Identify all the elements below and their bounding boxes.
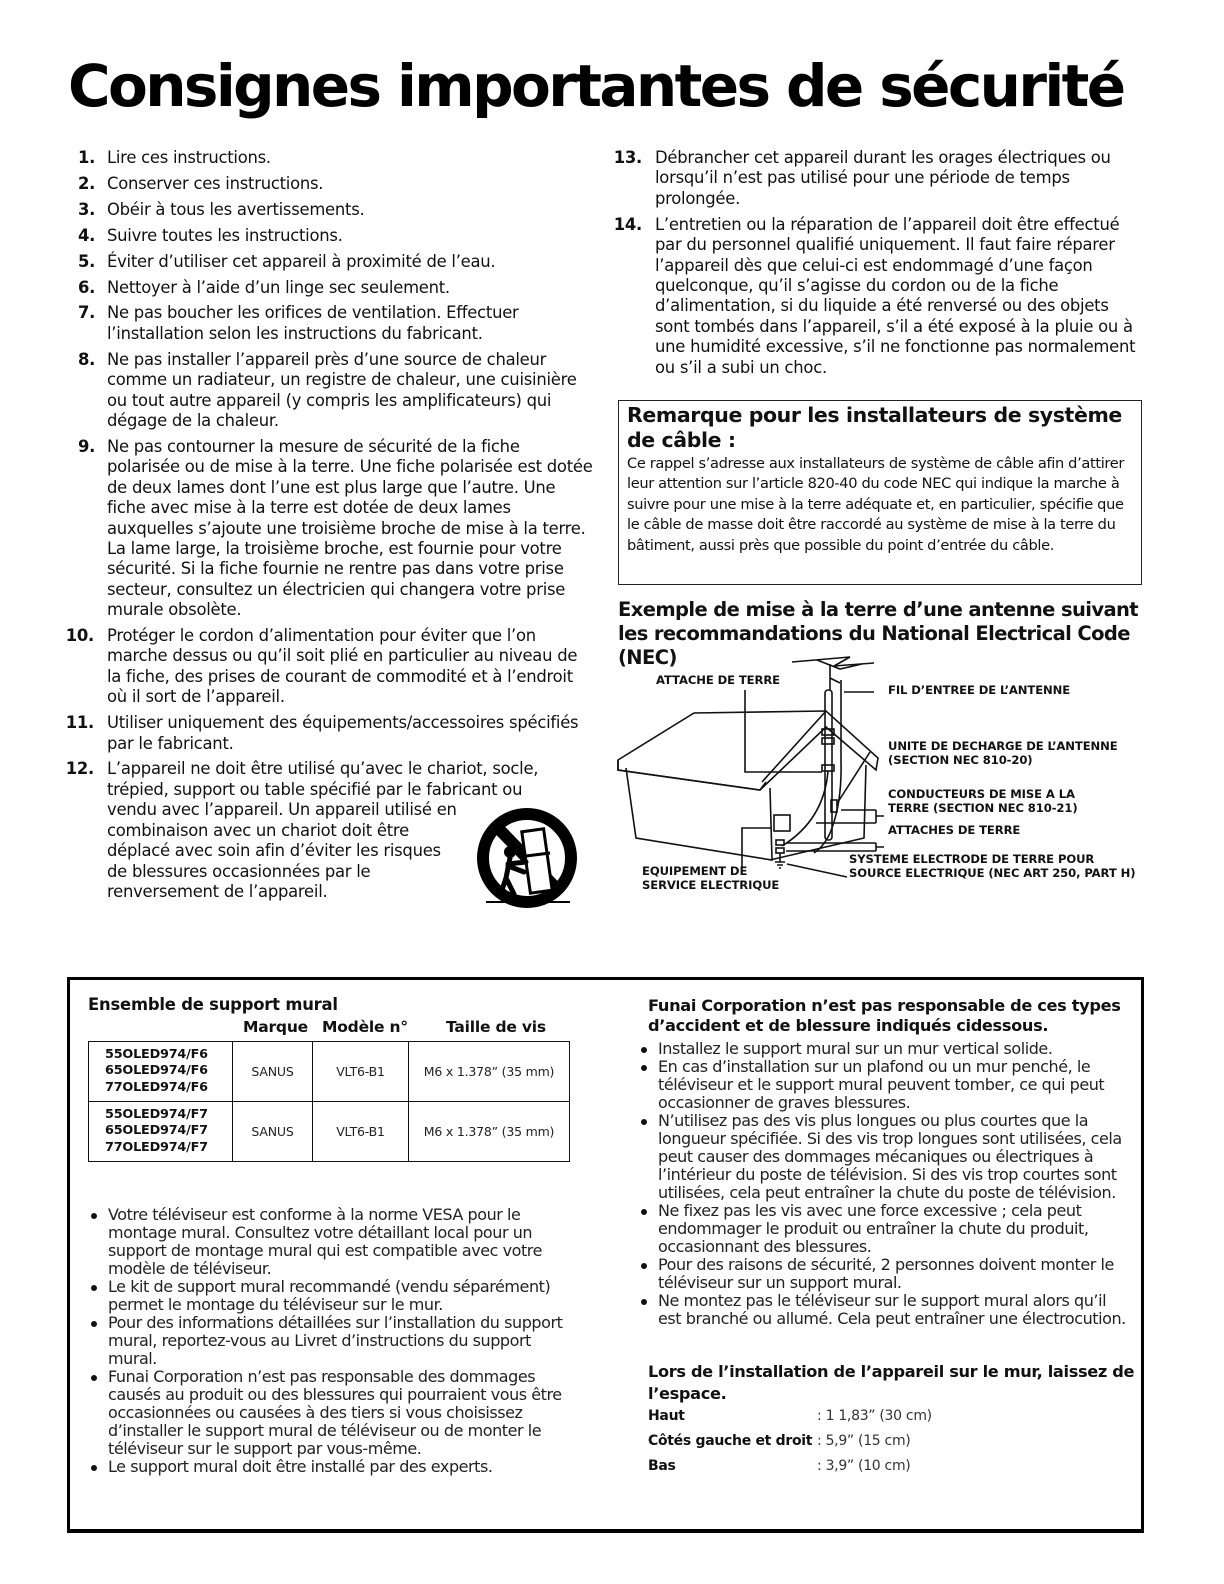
instruction-item: 11. Utiliser uniquement des équipements/accessoires spécifiés par le fabricant. bbox=[65, 713, 579, 753]
instruction-item: 6. Nettoyer à l’aide d’un linge sec seulement. bbox=[78, 277, 450, 297]
instruction-item: 10. Protéger le cordon d’alimentation pour éviter que l’on marche dessus ou qu’il soit plié en particulier au niveau de la fiche, des prises de courant de commodité et à l’endroit où il sort de l’appareil. bbox=[65, 626, 578, 707]
table-row bbox=[89, 1042, 570, 1102]
label-lead-in-wire: FIL D’ENTREE DE L’ANTENNE bbox=[888, 683, 1071, 697]
label-ground-clamps: ATTACHES DE TERRE bbox=[888, 823, 1021, 837]
instruction-item: 7. Ne pas boucher les orifices de ventilation. Effectuer l’installation selon les instructions du fabricant. bbox=[78, 303, 519, 343]
instruction-item: 4. Suivre toutes les instructions. bbox=[78, 225, 343, 245]
screw-cell: M6 x 1.378” (35 mm) bbox=[409, 1042, 570, 1102]
list-item: En cas d’installation sur un plafond ou un mur penché, le téléviseur et le support mural peuvent tomber, ce qui peut occasionner de graves blessures. bbox=[638, 1058, 1128, 1112]
funai-notice-title: Funai Corporation n’est pas responsable de ces types d’accident et de blessure indiqués cidessous. bbox=[648, 996, 1121, 1035]
instruction-item: 3. Obéir à tous les avertissements. bbox=[78, 199, 365, 219]
list-item: Pour des raisons de sécurité, 2 personnes doivent monter le téléviseur sur un support mural. bbox=[638, 1256, 1128, 1292]
list-item: Funai Corporation n’est pas responsable des dommages causés au produit ou des blessures qui pourraient vous être occasionnées ou causées à des tiers si vous choisissez d’installer le support mural de téléviseur ou de monter le téléviseur sur le support par vous-même. bbox=[88, 1368, 578, 1458]
wall-mount-title: Ensemble de support mural bbox=[88, 995, 338, 1014]
header-brand: Marque bbox=[243, 1018, 308, 1036]
model-cell: VLT6-B1 bbox=[313, 1102, 409, 1162]
instruction-item: 5. Éviter d’utiliser cet appareil à proximité de l’eau. bbox=[78, 251, 496, 271]
cable-note-title: Remarque pour les installateurs de système de câble : bbox=[627, 403, 1122, 452]
brand-cell: SANUS bbox=[233, 1102, 313, 1162]
instructions-left-column bbox=[64, 148, 594, 908]
nec-diagram-title: Exemple de mise à la terre d’une antenne suivant les recommandations du National Electrical Code (NEC) bbox=[618, 598, 1139, 669]
model-cell: VLT6-B1 bbox=[313, 1042, 409, 1102]
list-item: Votre téléviseur est conforme à la norme VESA pour le montage mural. Consultez votre détaillant local pour un support de montage mural qui est compatible avec votre modèle de téléviseur. bbox=[88, 1206, 578, 1278]
instruction-item: 13. Débrancher cet appareil durant les orages électriques ou lorsqu’il n’est pas utilisé pour une période de temps prolongée. bbox=[613, 148, 1111, 208]
list-item: Ne montez pas le téléviseur sur le support mural alors qu’il est branché ou allumé. Cela peut entraîner une électrocution. bbox=[638, 1292, 1128, 1328]
label-electrode-system: SYSTEME ELECTRODE DE TERRE POUR SOURCE ELECTRIQUE (NEC ART 250, PART H) bbox=[849, 852, 1136, 880]
instruction-item: 9. Ne pas contourner la mesure de sécurité de la fiche polarisée ou de mise à la terre. Une fiche polarisée est dotée de deux lames dont l’une est plus large que l’autre. Une fiche avec mise à la terre est dotée de deux lames auxquelles s’ajoute une troisième broche de mise à la terre. La lame large, la troisième broche, est fournie pour votre sécurité. Si la fiche fournie ne rentre pas dans votre prise secteur, consultez un électricien qui changera votre prise murale obsolète. bbox=[78, 436, 593, 620]
label-discharge-unit: UNITE DE DECHARGE DE L’ANTENNE (SECTION NEC 810-20) bbox=[888, 739, 1118, 767]
instruction-item: 14. L’entretien ou la réparation de l’appareil doit être effectué par du personnel qualifié uniquement. Il faut faire réparer l’appareil dès que celui-ci est endommagé d’une façon quelconque, qu’il s’agisse du cordon ou de la fiche d’alimentation, si du liquide a été renversé ou des objets sont tombés dans l’appareil, s’il a été exposé à la pluie ou à une humidité excessive, s’il ne fonctionne pas normalement ou s’il a subi un choc. bbox=[613, 214, 1136, 377]
instruction-item: 1. Lire ces instructions. bbox=[78, 148, 271, 167]
label-ground-clamp: ATTACHE DE TERRE bbox=[656, 673, 780, 687]
page-title: Consignes importantes de sécurité bbox=[68, 52, 1124, 120]
model-list: 55OLED974/F7 65OLED974/F7 77OLED974/F7 bbox=[89, 1102, 233, 1162]
list-item: Installez le support mural sur un mur vertical solide. bbox=[638, 1040, 1128, 1058]
cart-tip-over-warning-icon bbox=[466, 806, 588, 910]
instruction-item: 8. Ne pas installer l’appareil près d’une source de chaleur comme un radiateur, un registre de chaleur, une cuisinière ou tout autre appareil (y compris les amplificateurs) qui dégage de la chaleur. bbox=[78, 349, 577, 430]
cable-note-body: Ce rappel s’adresse aux installateurs de système de câble afin d’attirer leur attention sur l’article 820-40 du code NEC qui indique la marche à suivre pour une mise à la terre adéquate et, en particulier, spécifie que le câble de masse doit être raccordé au système de mise à la terre du bâtiment, aussi près que possible du point d’entrée du câble. bbox=[627, 455, 1125, 554]
list-item: Le kit de support mural recommandé (vendu séparément) permet le montage du téléviseur sur le mur. bbox=[88, 1278, 578, 1314]
instructions-right-column bbox=[612, 148, 1142, 383]
antenna-grounding-diagram bbox=[612, 650, 1152, 900]
wall-mount-notes bbox=[88, 1206, 578, 1476]
instruction-item: 12. L’appareil ne doit être utilisé qu’avec le chariot, socle, trépied, support ou table spécifié par le fabricant ou vendu avec l’appareil. Un appareil utilisé en combinaison avec un chariot doit être déplacé avec soin afin d’éviter les risques de blessures occasionnées par le renversement de l’appareil. bbox=[65, 759, 539, 901]
list-item: Pour des informations détaillées sur l’installation du support mural, reportez-vous au Livret d’instructions du support mural. bbox=[88, 1314, 578, 1368]
label-service-equipment: EQUIPEMENT DE SERVICE ELECTRIQUE bbox=[642, 864, 780, 892]
clearance-title: Lors de l’installation de l’appareil sur le mur, laissez de l’espace. bbox=[648, 1362, 1135, 1403]
brand-cell: SANUS bbox=[233, 1042, 313, 1102]
instruction-item: 2. Conserver ces instructions. bbox=[78, 173, 324, 193]
header-model: Modèle n° bbox=[322, 1018, 408, 1036]
list-item: Le support mural doit être installé par des experts. bbox=[88, 1458, 578, 1476]
label-grounding-conductors: CONDUCTEURS DE MISE A LA TERRE (SECTION NEC 810-21) bbox=[888, 787, 1078, 815]
header-screw-size: Taille de vis bbox=[446, 1018, 546, 1036]
model-list: 55OLED974/F6 65OLED974/F6 77OLED974/F6 bbox=[89, 1042, 233, 1102]
wall-mount-table bbox=[88, 1041, 570, 1162]
list-item: N’utilisez pas des vis plus longues ou plus courtes que la longueur spécifiée. Si des vis trop longues sont utilisées, cela peut causer des dommages mécaniques ou électriques à l’intérieur du poste de télévision. Si des vis trop courtes sont utilisées, cela peut entraîner la chute du poste de télévision. bbox=[638, 1112, 1128, 1202]
funai-notice-list bbox=[638, 1040, 1128, 1328]
table-row bbox=[89, 1102, 570, 1162]
cable-installer-note bbox=[618, 400, 1142, 585]
screw-cell: M6 x 1.378” (35 mm) bbox=[409, 1102, 570, 1162]
list-item: Ne fixez pas les vis avec une force excessive ; cela peut endommager le produit ou entraîner la chute du produit, occasionnant des blessures. bbox=[638, 1202, 1128, 1256]
